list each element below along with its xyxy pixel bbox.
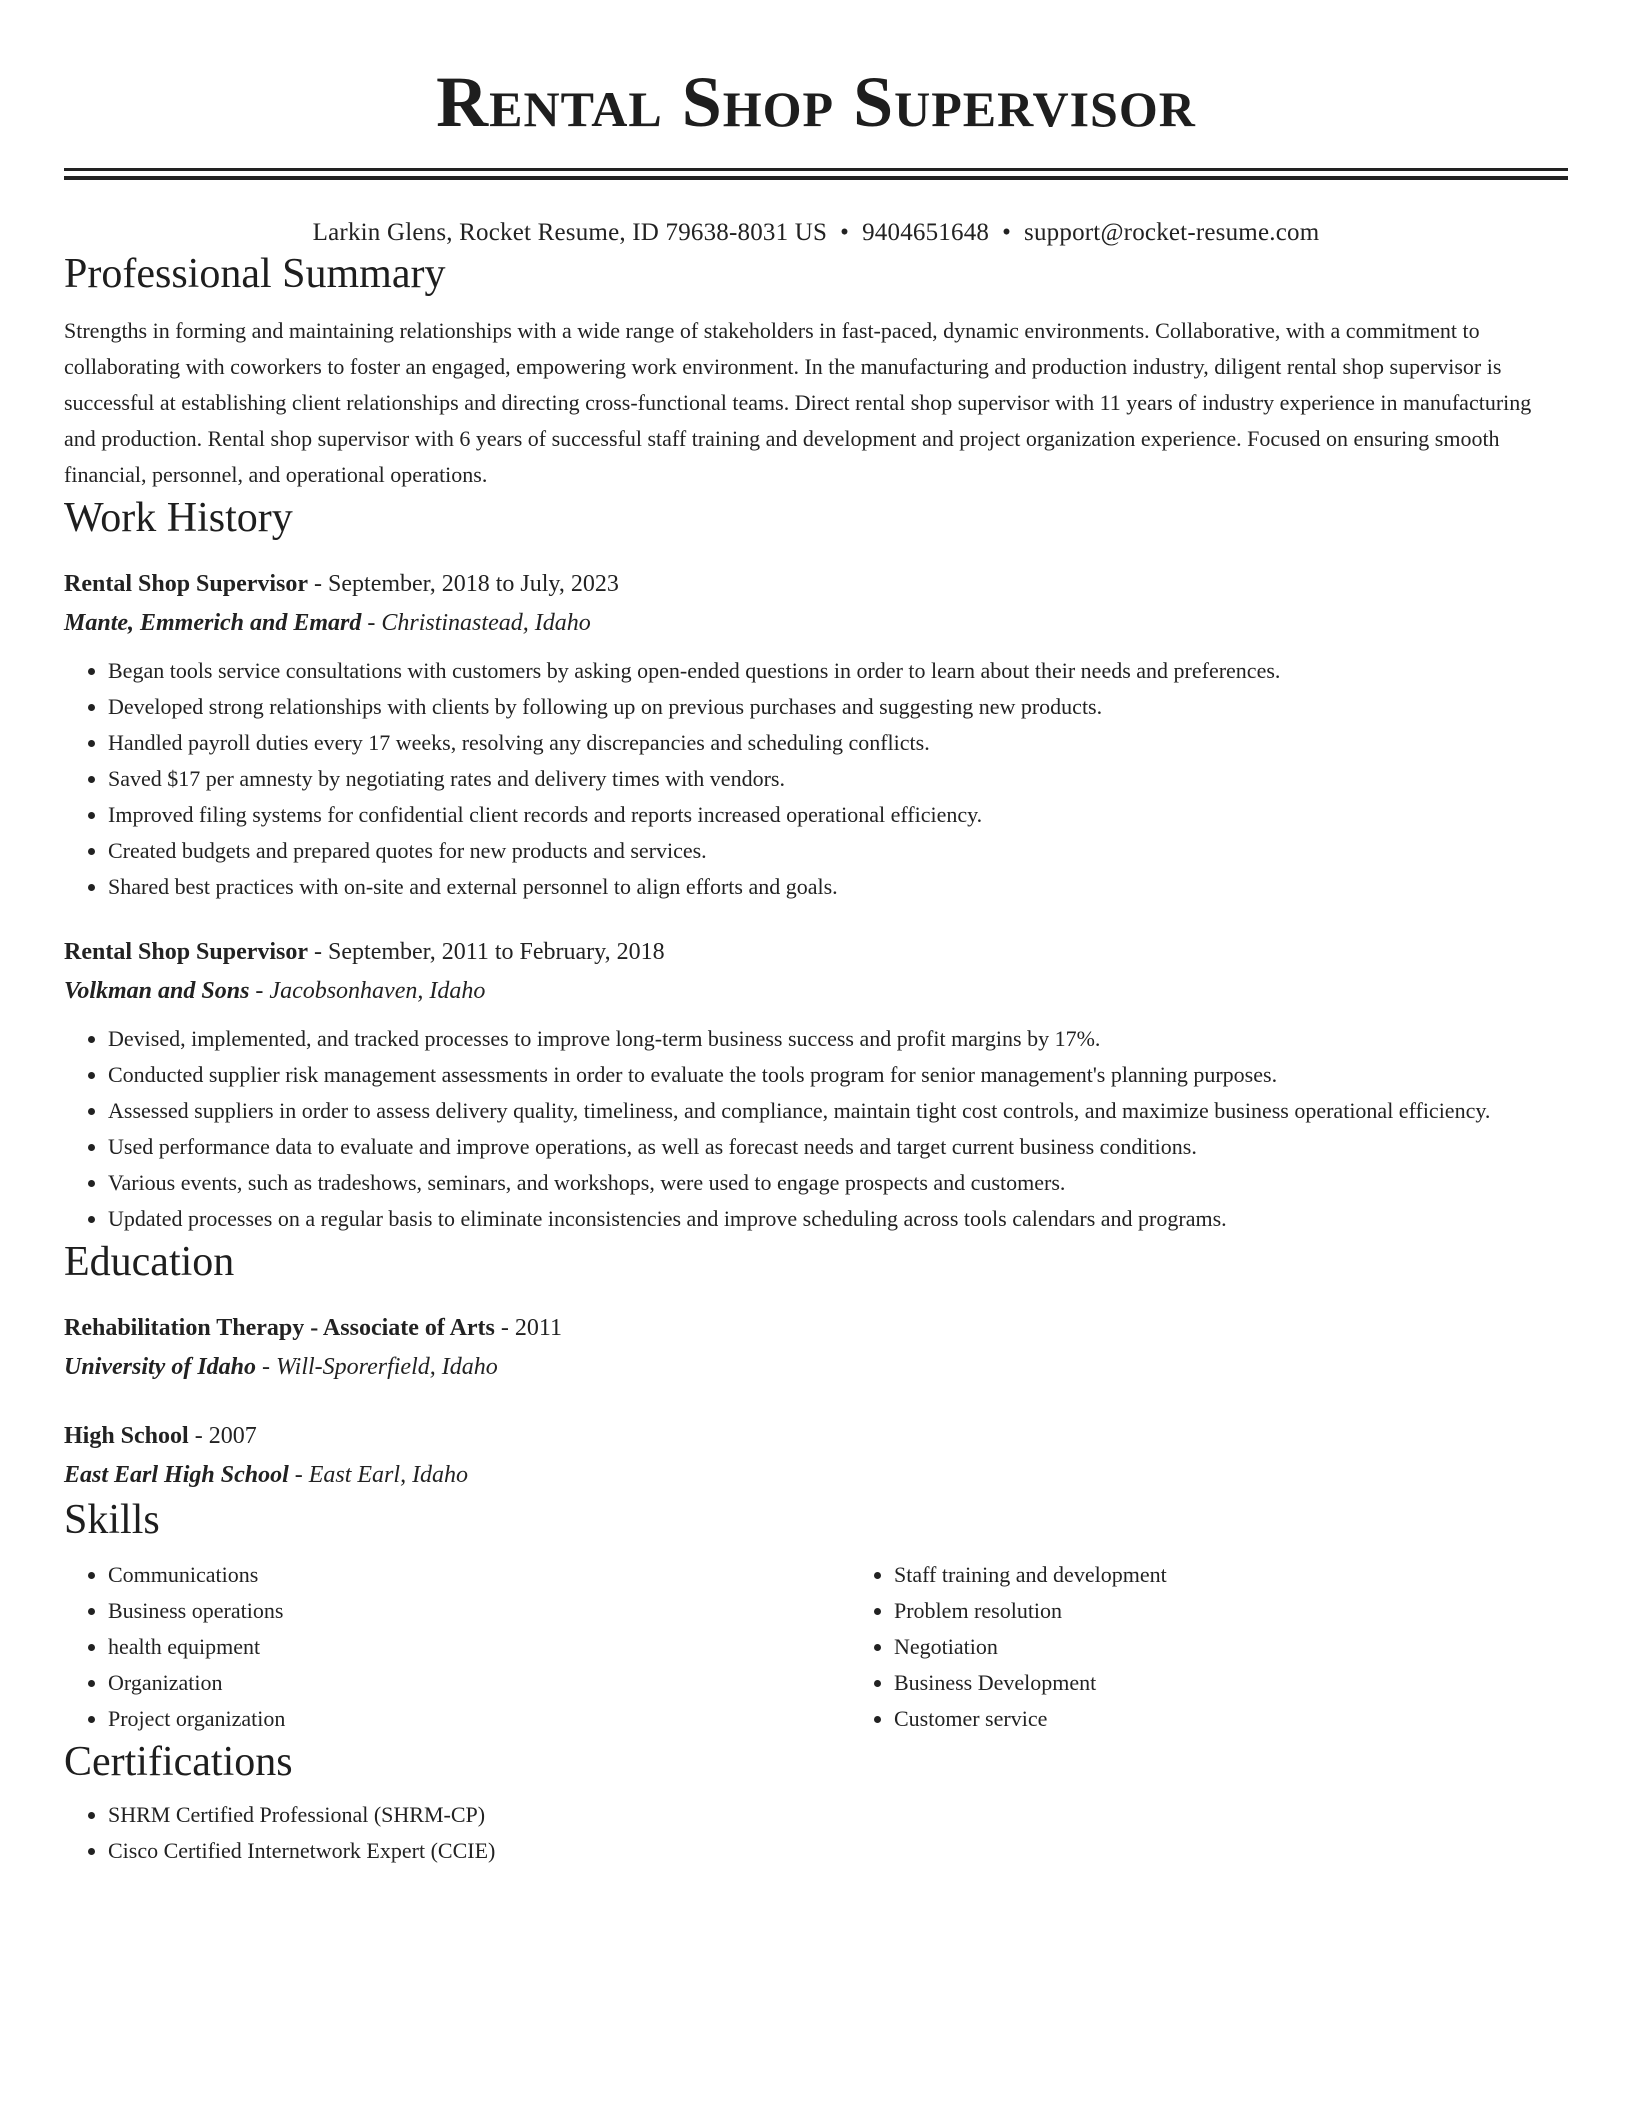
job-entry <box>64 933 1568 1237</box>
job-dates: - September, 2018 to July, 2023 <box>308 571 619 597</box>
education-heading: Education <box>64 1239 235 1285</box>
skill-item: • health equipment <box>108 1629 850 1665</box>
education-school-line <box>64 1455 1568 1495</box>
contact-address: Larkin Glens, Rocket Resume, ID 79638-8031 US <box>312 219 828 246</box>
job-location: - Christinastead, Idaho <box>361 610 591 636</box>
summary-text: Strengths in forming and maintaining relationships with a wide range of stakeholders in fast-paced, dynamic environments. Collaborative, with a commitment to collaborating with coworkers to foster an engaged, empowering work environment. In the manufacturing and production industry, diligent rental shop supervisor is successful at establishing client relationships and directing cross-functional teams. Direct rental shop supervisor with 11 years of industry experience in manufacturing and production. Rental shop supervisor with 6 years of successful staff training and development and project organization experience. Focused on ensuring smooth financial, personnel, and operational operations. <box>64 318 1532 487</box>
list-item: • Began tools service consultations with customers by asking open-ended questions in order to learn about their needs and preferences. <box>108 653 1568 689</box>
title-divider-bottom <box>64 176 1568 180</box>
list-item: • Developed strong relationships with clients by following up on previous purchases and suggesting new products. <box>108 689 1568 725</box>
job-role: Rental Shop Supervisor <box>64 571 309 597</box>
job-company-line <box>64 603 1568 643</box>
certification-item: • Cisco Certified Internetwork Expert (CCIE) <box>108 1833 1568 1869</box>
education-school: East Earl High School <box>64 1462 289 1488</box>
job-title-line <box>64 933 1568 971</box>
skills-list-left <box>64 1557 850 1737</box>
certifications-heading: Certifications <box>64 1739 293 1785</box>
certification-item: • SHRM Certified Professional (SHRM-CP) <box>108 1797 1568 1833</box>
list-item: • Devised, implemented, and tracked processes to improve long-term business success and profit margins by 17%. <box>108 1021 1568 1057</box>
job-entry <box>64 565 1568 905</box>
skill-item: • Business operations <box>108 1593 850 1629</box>
education-degree-line <box>64 1309 1568 1347</box>
education-degree: High School <box>64 1423 189 1449</box>
title-divider-top <box>64 168 1568 171</box>
education-entry <box>64 1309 1568 1387</box>
list-item: • Improved filing systems for confidential client records and reports increased operational efficiency. <box>108 797 1568 833</box>
contact-separator: • <box>840 219 850 246</box>
list-item: • Conducted supplier risk management assessments in order to evaluate the tools program for senior management's planning purposes. <box>108 1057 1568 1093</box>
education-school: University of Idaho <box>64 1354 256 1380</box>
education-location: - Will-Sporerfield, Idaho <box>256 1354 498 1380</box>
skill-item: • Communications <box>108 1557 850 1593</box>
skill-item: • Customer service <box>894 1701 1568 1737</box>
education-school-line <box>64 1347 1568 1387</box>
list-item: • Updated processes on a regular basis to eliminate inconsistencies and improve scheduling across tools calendars and programs. <box>108 1201 1568 1237</box>
education-degree: Rehabilitation Therapy - Associate of Arts <box>64 1315 495 1341</box>
skill-item: • Staff training and development <box>894 1557 1568 1593</box>
job-company: Mante, Emmerich and Emard <box>64 610 362 636</box>
list-item: • Used performance data to evaluate and improve operations, as well as forecast needs and target current business conditions. <box>108 1129 1568 1165</box>
job-company-line <box>64 971 1568 1011</box>
job-bullets <box>64 653 1568 905</box>
education-year: - 2011 <box>494 1315 562 1341</box>
skill-item: • Organization <box>108 1665 850 1701</box>
list-item: • Assessed suppliers in order to assess delivery quality, timeliness, and compliance, maintain tight cost controls, and maximize business operational efficiency. <box>108 1093 1568 1129</box>
skill-item: • Project organization <box>108 1701 850 1737</box>
list-item: • Saved $17 per amnesty by negotiating rates and delivery times with vendors. <box>108 761 1568 797</box>
skills-heading: Skills <box>64 1497 160 1543</box>
job-dates: - September, 2011 to February, 2018 <box>308 939 665 965</box>
skill-item: • Business Development <box>894 1665 1568 1701</box>
education-year: - 2007 <box>188 1423 257 1449</box>
job-role: Rental Shop Supervisor <box>64 939 309 965</box>
summary-heading: Professional Summary <box>64 251 446 297</box>
job-bullets <box>64 1021 1568 1237</box>
education-degree-line <box>64 1417 1568 1455</box>
contact-phone: 9404651648 <box>862 219 990 246</box>
certifications-list <box>64 1797 1568 1869</box>
education-entry <box>64 1417 1568 1495</box>
skill-item: • Problem resolution <box>894 1593 1568 1629</box>
work-history-heading: Work History <box>64 495 293 541</box>
contact-email[interactable]: support@rocket-resume.com <box>1024 219 1320 246</box>
list-item: • Created budgets and prepared quotes for new products and services. <box>108 833 1568 869</box>
resume-title: Rental Shop Supervisor <box>436 62 1196 142</box>
list-item: • Handled payroll duties every 17 weeks, resolving any discrepancies and scheduling conflicts. <box>108 725 1568 761</box>
job-title-line <box>64 565 1568 603</box>
skills-list-right <box>850 1557 1568 1737</box>
list-item: • Various events, such as tradeshows, seminars, and workshops, were used to engage prospects and customers. <box>108 1165 1568 1201</box>
education-location: - East Earl, Idaho <box>288 1462 469 1488</box>
list-item: • Shared best practices with on-site and external personnel to align efforts and goals. <box>108 869 1568 905</box>
skill-item: • Negotiation <box>894 1629 1568 1665</box>
job-location: - Jacobsonhaven, Idaho <box>249 978 486 1004</box>
contact-separator: • <box>1002 219 1012 246</box>
contact-line <box>64 217 1568 249</box>
job-company: Volkman and Sons <box>64 978 250 1004</box>
skills-columns <box>64 1557 1568 1737</box>
